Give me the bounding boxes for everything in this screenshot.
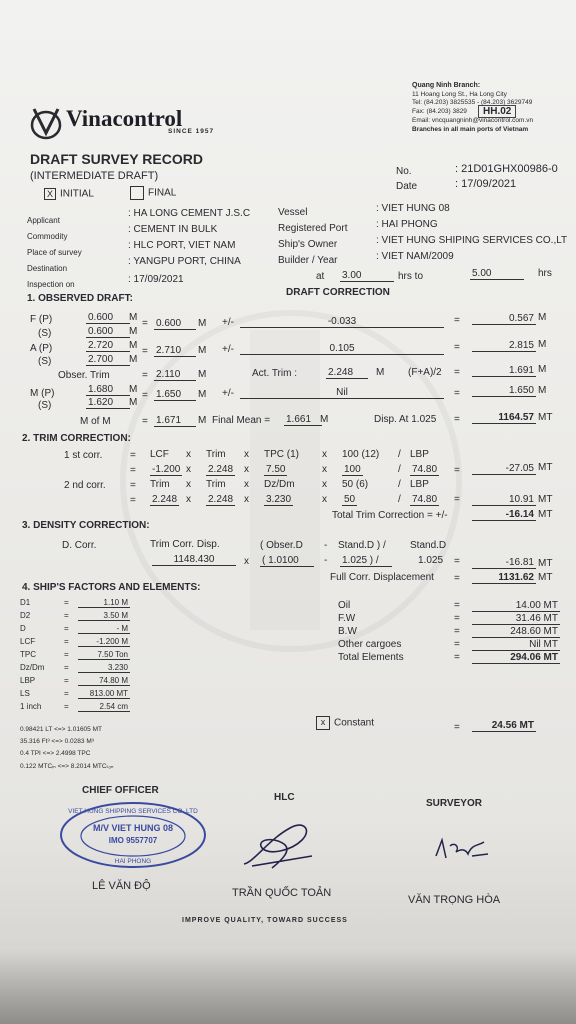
final-mean-value: 1.661 <box>284 414 322 426</box>
final-mean-unit: M <box>320 414 329 425</box>
document-subtitle: (INTERMEDIATE DRAFT) <box>30 170 159 182</box>
amean-unit: M <box>198 345 207 356</box>
fmean-unit: M <box>198 318 207 329</box>
element-label: Oil <box>338 600 351 611</box>
final-mean-label: Final Mean = <box>212 415 271 426</box>
factor-eq: = <box>64 689 69 698</box>
element-label: Total Elements <box>338 652 404 663</box>
trim-c2-r2-cell: 2.248 <box>152 494 178 505</box>
as-label: (S) <box>38 356 52 367</box>
ms-unit: M <box>129 397 138 408</box>
stamp-imo: IMO 9557707 <box>108 836 158 845</box>
element-value: 14.00 MT <box>472 600 560 612</box>
fmean-value: 0.600 <box>154 318 196 330</box>
factor-label: D <box>20 624 26 633</box>
factor-label: D1 <box>20 598 31 607</box>
trim-c1-r1-cell: LCF <box>150 449 169 460</box>
element-value: 31.46 MT <box>472 613 560 625</box>
info-label-builder: Builder / Year <box>278 255 338 266</box>
amean-value: 2.710 <box>154 345 196 357</box>
ms-label: (S) <box>38 400 52 411</box>
fa2-unit: M <box>538 364 547 375</box>
ares-unit: M <box>538 339 547 350</box>
factor-value: 3.50 M <box>78 611 130 621</box>
section-factors: 4. SHIP'S FACTORS AND ELEMENTS: <box>22 582 201 593</box>
sig-name-hlc: TRẦN QUỐC TOẢN <box>232 887 332 899</box>
full-corr-eq: = <box>454 573 460 584</box>
fa2-label: (F+A)/2 <box>408 367 442 378</box>
disp-eq: = <box>454 414 460 425</box>
stamp-port: HAI PHONG <box>114 858 152 865</box>
option-final-label: FINAL <box>148 187 177 199</box>
density-minus-1: - <box>324 540 328 551</box>
section-correction: DRAFT CORRECTION <box>286 287 390 298</box>
element-eq: = <box>454 600 460 611</box>
branch-fax: Fax: (84.203) 3829 <box>412 108 467 115</box>
factor-label: LS <box>20 689 30 698</box>
trim-c1-result: -27.05 <box>472 463 536 475</box>
element-eq: = <box>454 626 460 637</box>
branch-name: Quang Ninh Branch: <box>412 82 481 89</box>
ap-unit: M <box>129 340 138 351</box>
option-initial <box>44 188 94 200</box>
obs-trim-unit: M <box>198 369 207 380</box>
disp-unit: MT <box>538 412 553 423</box>
info-value-port: : HAI PHONG <box>376 219 438 230</box>
mres-unit: M <box>538 385 547 396</box>
stamp-ship: M/V VIET HUNG 08 <box>92 823 174 833</box>
trim-c2-r1-cell: Trim <box>206 479 226 490</box>
info-value-applicant: : HA LONG CEMENT J.S.C <box>128 208 251 219</box>
info-label-applicant: Applicant <box>27 216 60 225</box>
element-value: 294.06 MT <box>472 652 560 664</box>
sig-name-chief: LÊ VĂN ĐỘ <box>92 880 151 892</box>
ship-stamp <box>58 800 208 870</box>
as-unit: M <box>129 354 138 365</box>
factor-eq: = <box>64 624 69 633</box>
obs-trim-label: Obser. Trim <box>58 370 110 381</box>
trim-c2-eq3: = <box>454 494 460 505</box>
trim-c1-r1-cell: Trim <box>206 449 226 460</box>
document-title: DRAFT SURVEY RECORD <box>30 151 203 167</box>
motto: IMPROVE QUALITY, TOWARD SUCCESS <box>182 917 348 924</box>
fs-value: 0.600 <box>86 326 130 338</box>
density-obs: ( 1.0100 <box>260 555 314 567</box>
info-label-destination: Destination <box>27 264 68 273</box>
factor-eq: = <box>64 611 69 620</box>
factor-value: 3.230 <box>78 663 130 673</box>
mp-value: 1.680 <box>86 384 130 396</box>
conversion-line: 0.98421 LT <=> 1.01605 MT <box>20 726 102 733</box>
logo-text: Vinacontrol <box>66 106 183 131</box>
factor-eq: = <box>64 676 69 685</box>
record-date-value: : 17/09/2021 <box>455 178 517 190</box>
density-tcd-label: Trim Corr. Disp. <box>150 539 220 550</box>
trim-c1-r1-cell: / <box>398 449 401 460</box>
trim-c1-r1-cell: TPC (1) <box>264 449 299 460</box>
trim-c1-r2-cell: x <box>322 464 327 475</box>
time-hrs: hrs <box>538 268 552 279</box>
trim-c2-r2-cell: 2.248 <box>208 494 234 505</box>
density-result: -16.81 <box>472 557 536 569</box>
factor-value: 1.10 M <box>78 598 130 608</box>
ap-value: 2.720 <box>86 340 130 352</box>
trim-c2-r1-cell: / <box>398 479 401 490</box>
factor-value: - M <box>78 624 130 634</box>
element-label: Other cargoes <box>338 639 402 650</box>
logo <box>26 105 66 146</box>
trim-c2-r2-cell: x <box>244 494 249 505</box>
trim-total-unit: MT <box>538 509 553 520</box>
trim-c1-eq3: = <box>454 465 460 476</box>
mofm-value: 1.671 <box>154 415 196 427</box>
trim-c1-r2-cell: 7.50 <box>266 464 286 475</box>
density-std-label: Stand.D ) / <box>338 540 386 551</box>
act-trim-label: Act. Trim : <box>252 368 297 379</box>
sig-surveyor-title: SURVEYOR <box>426 798 482 809</box>
constant-eq: = <box>454 722 460 733</box>
trim-c2-r1-cell: x <box>186 479 191 490</box>
photo-shadow <box>0 950 576 1024</box>
mofm-eq: = <box>142 416 148 427</box>
sig-chief-officer-title: CHIEF OFFICER <box>82 785 159 796</box>
trim-c2-r2-cell: 74.80 <box>412 494 438 505</box>
trim-c2-r2-cell: x <box>186 494 191 505</box>
logo-since: SINCE 1957 <box>168 128 215 135</box>
factor-value: 74.80 M <box>78 676 130 686</box>
info-value-destination: : YANGPU PORT, CHINA <box>128 256 241 267</box>
trim-c2-eq1: = <box>130 480 136 491</box>
mmean-value: 1.650 <box>154 389 196 401</box>
ms-value: 1.620 <box>86 397 130 409</box>
act-trim-value: 2.248 <box>326 367 368 379</box>
mres-eq: = <box>454 388 460 399</box>
trim-c2-r1-cell: Dz/Dm <box>264 479 295 490</box>
fp-label: F (P) <box>30 314 53 325</box>
trim-c2-r2-cell: 3.230 <box>266 494 292 505</box>
acorr-value: 0.105 <box>240 343 444 355</box>
ares-eq: = <box>454 342 460 353</box>
mcorr-value: Nil <box>240 387 444 399</box>
sig-name-surveyor: VĂN TRỌNG HÒA <box>408 894 501 906</box>
density-result-unit: MT <box>538 558 553 569</box>
trim-c1-eq1: = <box>130 450 136 461</box>
element-eq: = <box>454 639 460 650</box>
fa2-eq: = <box>454 367 460 378</box>
branch-address: 11 Hoang Long St., Ha Long City <box>412 91 507 98</box>
section-trim: 2. TRIM CORRECTION: <box>22 433 131 444</box>
option-final <box>130 186 176 200</box>
element-eq: = <box>454 652 460 663</box>
trim-c2-r1-cell: Trim <box>150 479 170 490</box>
fp-value: 0.600 <box>86 312 130 324</box>
density-label: D. Corr. <box>62 540 97 551</box>
trim-c1-unit: MT <box>538 462 553 473</box>
fres-eq: = <box>454 315 460 326</box>
density-tcd: 1148.430 <box>152 554 236 566</box>
info-value-vessel: : VIET HUNG 08 <box>376 203 450 214</box>
section-observed: 1. OBSERVED DRAFT: <box>27 293 133 304</box>
factor-label: TPC <box>20 650 36 659</box>
info-label-commodity: Commodity <box>27 232 68 241</box>
disp-label: Disp. At 1.025 <box>374 414 437 425</box>
trim-c1-r2-cell: 100 <box>344 464 361 475</box>
time-from: 3.00 <box>340 270 394 282</box>
trim-c1-r2-cell: x <box>186 464 191 475</box>
fa2-value: 1.691 <box>472 365 536 377</box>
factor-label: Dz/Dm <box>20 663 45 672</box>
trim-c2-eq2: = <box>130 495 136 506</box>
trim-c1-r1-cell: x <box>186 449 191 460</box>
element-value: Nil MT <box>472 639 560 651</box>
disp-value: 1164.57 <box>472 412 536 424</box>
act-trim-unit: M <box>376 367 385 378</box>
factor-eq: = <box>64 663 69 672</box>
trim-c2-result: 10.91 <box>472 494 536 506</box>
trim-c1-r1-cell: LBP <box>410 449 429 460</box>
trim-c1-r1-cell: x <box>322 449 327 460</box>
ap-label: A (P) <box>30 343 53 354</box>
trim-c2-label: 2 nd corr. <box>64 480 106 491</box>
stamp-ring-text: VIET HUNG SHIPPING SERVICES CO.,LTD <box>68 808 198 815</box>
trim-c2-r1-cell: x <box>244 479 249 490</box>
trim-c1-r2-cell: / <box>398 464 401 475</box>
trim-c1-r1-cell: 100 (12) <box>342 449 380 460</box>
constant-checkbox-mark: x <box>316 716 330 730</box>
info-label-place: Place of survey <box>27 248 82 257</box>
trim-c2-unit: MT <box>538 494 553 505</box>
full-corr-value: 1131.62 <box>472 572 536 584</box>
info-value-commodity: : CEMENT IN BULK <box>128 224 218 235</box>
factor-eq: = <box>64 637 69 646</box>
fres-unit: M <box>538 312 547 323</box>
mp-unit: M <box>129 384 138 395</box>
section-density: 3. DENSITY CORRECTION: <box>22 520 150 531</box>
option-initial-label: INITIAL <box>60 188 94 200</box>
info-label-vessel: Vessel <box>278 207 308 218</box>
record-no-value: : 21D01GHX00986-0 <box>455 163 558 175</box>
info-value-owner: : VIET HUNG SHIPING SERVICES CO.,LT <box>376 235 568 246</box>
full-corr-unit: MT <box>538 572 553 583</box>
hlc-signature <box>232 810 342 880</box>
info-value-builder: : VIET NAM/2009 <box>376 251 454 262</box>
trim-c2-r2-cell: 50 <box>344 494 356 505</box>
as-value: 2.700 <box>86 354 130 366</box>
record-no-label: No. <box>396 166 412 177</box>
info-label-owner: Ship's Owner <box>278 239 338 250</box>
trim-c1-r2-cell: 74.80 <box>412 464 438 475</box>
fs-unit: M <box>129 326 138 337</box>
mofm-unit: M <box>198 415 207 426</box>
trim-c1-r2-cell: -1.200 <box>152 464 181 475</box>
trim-c2-r1-cell: x <box>322 479 327 490</box>
element-eq: = <box>454 613 460 624</box>
trim-c2-r2-cell: / <box>398 494 401 505</box>
density-obs-label: ( Obser.D <box>260 540 303 551</box>
logo-emblem-icon <box>26 105 66 141</box>
element-value: 248.60 MT <box>472 626 560 638</box>
factor-eq: = <box>64 702 69 711</box>
fres-value: 0.567 <box>472 313 536 325</box>
factor-value: 7.50 Ton <box>78 650 130 660</box>
branch-email: Email: vncquangninh@vinacontrol.com.vn <box>412 117 534 124</box>
factor-label: D2 <box>20 611 31 620</box>
conversion-line: 35.316 Ft³ <=> 0.0283 M³ <box>20 738 94 745</box>
fax-stamp: HH.02 <box>478 105 516 118</box>
conversion-line: 0.4 TPI <=> 2.4998 TPC <box>20 750 91 757</box>
fs-label: (S) <box>38 328 52 339</box>
trim-c1-eq2: = <box>130 465 136 476</box>
conversion-line: 0.122 MTCᵢₙ <=> 8.2014 MTCₜₒₙ <box>20 763 114 770</box>
ares-value: 2.815 <box>472 340 536 352</box>
trim-c2-r1-cell: 50 (6) <box>342 479 369 490</box>
trim-c1-label: 1 st corr. <box>64 450 103 461</box>
factor-label: LCF <box>20 637 36 646</box>
constant-row <box>316 716 374 730</box>
trim-c1-r2-cell: 2.248 <box>208 464 234 475</box>
constant-label: Constant <box>334 717 375 729</box>
factor-value: 2.54 cm <box>78 702 130 712</box>
mofm-label: M of M <box>80 416 111 427</box>
density-eq: = <box>454 556 460 567</box>
density-minus-2: - <box>324 555 328 566</box>
branch-tel: Tel: (84.203) 3825535 - (84.203) 3629749 <box>412 99 533 106</box>
obs-trim-value: 2.110 <box>154 369 196 381</box>
mmean-eq: = <box>142 390 148 401</box>
amean-eq: = <box>142 346 148 357</box>
obs-trim-eq: = <box>142 370 148 381</box>
fcorr-value: -0.033 <box>240 316 444 328</box>
info-label-inspection: Inspection on <box>27 280 75 289</box>
factor-value: -1.200 M <box>78 637 130 647</box>
trim-c2-r2-cell: x <box>322 494 327 505</box>
trim-total-value: -16.14 <box>472 509 536 521</box>
element-label: B.W <box>338 626 357 637</box>
constant-value: 24.56 MT <box>472 720 536 732</box>
density-std2: 1.025 <box>418 555 444 566</box>
factor-label: 1 inch <box>20 702 42 711</box>
mcorr-pm: +/- <box>222 388 234 399</box>
final-checkbox <box>130 186 144 200</box>
factor-value: 813.00 MT <box>78 689 130 699</box>
mmean-unit: M <box>198 389 207 400</box>
element-label: F.W <box>338 613 356 624</box>
fmean-eq: = <box>142 318 148 329</box>
density-std: 1.025 ) / <box>340 555 392 567</box>
info-value-inspection: : 17/09/2021 <box>128 274 184 285</box>
acorr-pm: +/- <box>222 344 234 355</box>
record-date-label: Date <box>396 181 418 192</box>
initial-checkbox-mark: X <box>44 188 56 200</box>
info-label-port: Registered Port <box>278 223 348 234</box>
time-at-label: at <box>316 271 325 282</box>
trim-total-label: Total Trim Correction = +/- <box>332 510 448 521</box>
time-hrs-to: hrs to <box>398 271 424 282</box>
mp-label: M (P) <box>30 388 55 399</box>
time-to: 5.00 <box>470 268 524 280</box>
fcorr-pm: +/- <box>222 317 234 328</box>
factor-eq: = <box>64 598 69 607</box>
info-value-place: : HLC PORT, VIET NAM <box>128 240 236 251</box>
sig-hlc-title: HLC <box>274 792 295 803</box>
branch-list: Branches in all main ports of Vietnam <box>412 126 529 133</box>
trim-c1-r1-cell: x <box>244 449 249 460</box>
density-x: x <box>244 556 249 567</box>
factor-label: LBP <box>20 676 36 685</box>
factor-eq: = <box>64 650 69 659</box>
trim-c1-r2-cell: x <box>244 464 249 475</box>
mres-value: 1.650 <box>472 385 536 397</box>
full-corr-label: Full Corr. Displacement <box>330 572 434 583</box>
surveyor-signature <box>432 832 492 864</box>
fp-unit: M <box>129 312 138 323</box>
trim-c2-r1-cell: LBP <box>410 479 429 490</box>
density-std2-label: Stand.D <box>410 540 447 551</box>
